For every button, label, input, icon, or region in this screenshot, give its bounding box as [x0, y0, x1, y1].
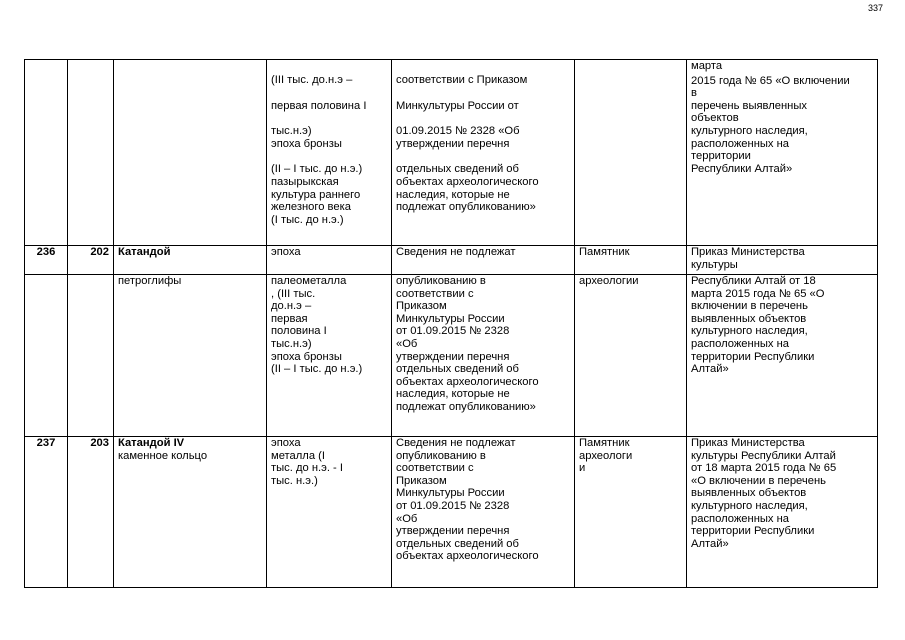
cell-text-line: культура раннего [271, 188, 361, 201]
cell-text-line: подлежат опубликованию» [396, 400, 536, 413]
cell-text-line: первая половина I [271, 99, 367, 112]
cell-document [687, 246, 878, 275]
cell-text-line: объектов [691, 112, 739, 125]
cell-text-line: первая [271, 312, 308, 325]
cell-text-line: Приказом [396, 474, 447, 487]
cell-text-line: подлежат опубликованию» [396, 201, 536, 214]
cell-text-line: отдельных сведений об [396, 163, 519, 176]
cell-text-line: петроглифы [118, 275, 182, 287]
cell-reg-number [68, 275, 114, 437]
cell-text-line: эпоха [271, 246, 301, 258]
cell-dating [267, 437, 392, 588]
cell-text-line: от 01.09.2015 № 2328 [396, 325, 510, 338]
cell-text-line: выявленных объектов [691, 312, 807, 325]
cell-text-line: тыс. н.э.) [271, 474, 318, 487]
page-number: 337 [867, 3, 883, 13]
cell-text-line: территории Республики [691, 525, 815, 538]
cell-text-line: объектах археологического [396, 175, 539, 188]
cell-text-line: территории Республики [691, 350, 815, 363]
cell-text-line: марта 2015 года № 65 «О [691, 287, 825, 300]
cell-name [114, 246, 267, 275]
cell-text-line: наследия, которые не [396, 388, 510, 401]
cell-text-line: 2015 года № 65 «О включении [691, 74, 850, 87]
table-row [25, 246, 878, 275]
cell-text-line: соответствии с [396, 287, 474, 300]
cell-text-line: металла (I [271, 449, 325, 462]
cell-text-line: отдельных сведений об [396, 537, 519, 550]
cell-text-line: Алтай» [691, 537, 729, 550]
cell-number [25, 60, 68, 246]
heritage-register-table [24, 59, 878, 588]
cell-text-line: Республики Алтай от 18 [691, 275, 816, 287]
cell-text-line: «О включении в перечень [691, 474, 826, 487]
cell-text-line: (II – I тыс. до н.э.) [271, 163, 363, 176]
cell-name [114, 437, 267, 588]
cell-text-line: Сведения не подлежат [396, 246, 516, 258]
cell-text-line: отдельных сведений об [396, 363, 519, 376]
cell-info [392, 275, 575, 437]
cell-category [575, 246, 687, 275]
cell-text-line: Приказ Министерства [691, 246, 805, 258]
cell-text-line: Сведения не подлежат [396, 437, 516, 449]
cell-text-line: Республики Алтай» [691, 162, 793, 175]
cell-text-line: (I тыс. до н.э.) [271, 213, 344, 226]
cell-name [114, 60, 267, 246]
cell-text-line: культурного наследия, [691, 124, 808, 137]
cell-category [575, 275, 687, 437]
cell-text-line: включении в перечень [691, 300, 808, 313]
cell-text-line: культурного наследия, [691, 499, 808, 512]
cell-text-line: тыс. до н.э. - I [271, 462, 343, 475]
cell-text-line: Памятник [579, 246, 630, 258]
cell-text-line: утверждении перечня [396, 525, 510, 538]
cell-document [687, 60, 878, 246]
cell-text-line: до.н.э – [271, 300, 312, 313]
cell-reg-number [68, 60, 114, 246]
cell-reg-number: 203 [68, 437, 114, 588]
cell-text-line: выявленных объектов [691, 487, 807, 500]
cell-reg-number: 202 [68, 246, 114, 275]
cell-text-line: опубликованию в [396, 275, 486, 287]
cell-text-line: марта [691, 60, 723, 72]
cell-text-line: Памятник [579, 437, 630, 449]
cell-document [687, 275, 878, 437]
cell-text-line: объектах археологического [396, 550, 539, 563]
cell-text-line: Алтай» [691, 363, 729, 376]
cell-text-line: перечень выявленных [691, 99, 807, 112]
cell-text-line: палеометалла [271, 275, 347, 287]
cell-text-line: наследия, которые не [396, 188, 510, 201]
cell-text-line: объектах археологического [396, 375, 539, 388]
cell-text-line: Минкультуры России от [396, 99, 519, 112]
cell-text-line: тыс.н.э) [271, 125, 312, 138]
cell-text-line: Катандой [118, 246, 171, 258]
cell-text-line: «Об [396, 512, 418, 525]
cell-text-line: культурного наследия, [691, 325, 808, 338]
cell-text-line: железного века [271, 201, 351, 214]
cell-text-line: утверждении перечня [396, 350, 510, 363]
table-row [25, 437, 878, 588]
cell-text-line: Минкультуры России [396, 487, 505, 500]
cell-text-line: археологии [579, 275, 639, 287]
cell-text-line: Минкультуры России [396, 312, 505, 325]
cell-text-line: культуры Республики Алтай [691, 449, 836, 462]
cell-dating [267, 246, 392, 275]
cell-text-line: Приказом [396, 300, 447, 313]
cell-category [575, 437, 687, 588]
cell-text-line: эпоха бронзы [271, 137, 342, 150]
cell-text-line: территории [691, 150, 751, 163]
cell-name [114, 275, 267, 437]
cell-category [575, 60, 687, 246]
cell-info [392, 246, 575, 275]
cell-text-line: (III тыс. до.н.э – [271, 74, 353, 86]
cell-text-line: (II – I тыс. до н.э.) [271, 363, 363, 376]
cell-text-line: археологи [579, 449, 633, 462]
cell-text-line: эпоха бронзы [271, 350, 342, 363]
cell-text-line: от 01.09.2015 № 2328 [396, 499, 510, 512]
cell-text-line: от 18 марта 2015 года № 65 [691, 462, 837, 475]
cell-text-line: Катандой IV [118, 437, 185, 449]
cell-text-line: «Об [396, 337, 418, 350]
cell-text-line: соответствии с [396, 462, 474, 475]
cell-text-line: опубликованию в [396, 449, 486, 462]
cell-number: 236 [25, 246, 68, 275]
cell-info [392, 437, 575, 588]
cell-text-line: культуры [691, 258, 738, 271]
cell-text-line: соответствии с Приказом [396, 74, 528, 86]
table-row [25, 275, 878, 437]
cell-text-line: , (III тыс. [271, 287, 316, 300]
cell-dating [267, 60, 392, 246]
cell-text-line: каменное кольцо [118, 449, 208, 462]
cell-dating [267, 275, 392, 437]
cell-text-line: Приказ Министерства [691, 437, 805, 449]
cell-text-line: в [691, 87, 697, 100]
cell-document [687, 437, 878, 588]
cell-info [392, 60, 575, 246]
cell-text-line: половина I [271, 325, 327, 338]
cell-text-line: и [579, 462, 586, 475]
cell-text-line: эпоха [271, 437, 301, 449]
cell-text-line: расположенных на [691, 512, 790, 525]
cell-text-line: расположенных на [691, 137, 790, 150]
cell-text-line: пазырыкская [271, 175, 339, 188]
cell-number: 237 [25, 437, 68, 588]
cell-text-line: расположенных на [691, 337, 790, 350]
cell-number [25, 275, 68, 437]
cell-text-line: утверждении перечня [396, 137, 510, 150]
cell-text-line: тыс.н.э) [271, 337, 312, 350]
table-row [25, 60, 878, 246]
cell-text-line: 01.09.2015 № 2328 «Об [396, 125, 520, 138]
